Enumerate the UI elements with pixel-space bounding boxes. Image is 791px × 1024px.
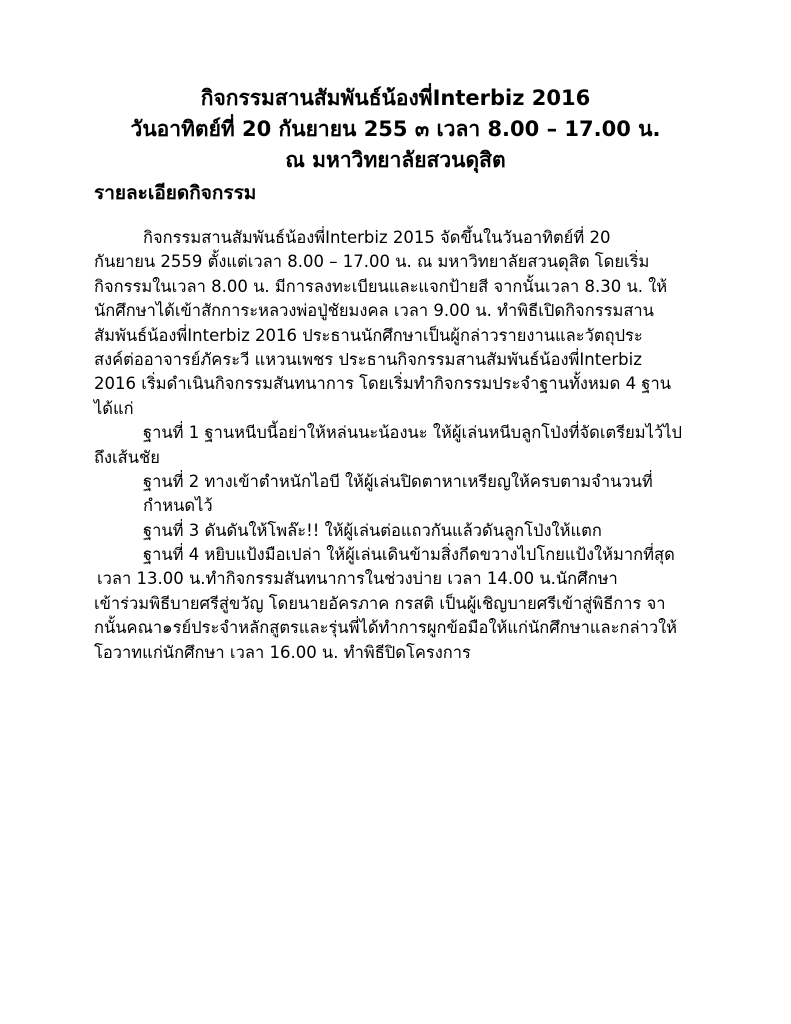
body-line: ฐานที่ 2 ทางเข้าตำหนักไอบี ให้ผู้เล่นปิดตาหาเหรียญให้ครบตามจำนวนที่ bbox=[143, 471, 653, 491]
body-line: เข้าร่วมพิธีบายศรีสู่ขวัญ โดยนายอัครภาค กรสติ เป็นผู้เชิญบายศรีเข้าสู่พิธีการ จา bbox=[94, 593, 666, 613]
body-line: ฐานที่ 4 หยิบแป้งมือเปล่า ให้ผู้เล่นเดินข้ามสิ่งกีดขวางไปโกยแป้งให้มากที่สุด bbox=[143, 545, 675, 565]
body-line: ฐานที่ 1 ฐานหนีบนี้อย่าให้หล่นนะน้องนะ ให้ผู้เล่นหนีบลูกโป่งที่จัดเตรียมไว้ไป bbox=[143, 423, 682, 443]
body-line: กันยายน 2559 ตั้งแต่เวลา 8.00 – 17.00 น. ณ มหาวิทยาลัยสวนดุสิต โดยเริ่ม bbox=[94, 252, 650, 272]
body-line: ถึงเส้นชัย bbox=[94, 447, 160, 467]
document-title bbox=[0, 83, 791, 176]
title-line-2: วันอาทิตย์ที่ 20 กันยายน 255 ๓ เวลา 8.00 – 17.00 น. bbox=[130, 117, 661, 141]
body-line: สงค์ต่ออาจารย์ภัคระวี แหวนเพชร ประธานกิจกรรมสานสัมพันธ์น้องพี่Interbiz bbox=[94, 349, 642, 369]
body-line: กิจกรรมสานสัมพันธ์น้องพี่Interbiz 2015 จัดขึ้นในวันอาทิตย์ที่ 20 bbox=[143, 228, 611, 247]
body-line: นักศึกษาได้เข้าสักการะหลวงพ่อปู่ชัยมงคล เวลา 9.00 น. ทำพิธีเปิดกิจกรรมสาน bbox=[94, 301, 654, 321]
body-line: 2016 เริ่มดำเนินกิจกรรมสันทนาการ โดยเริ่มทำกิจกรรมประจำฐานทั้งหมด 4 ฐาน bbox=[94, 374, 672, 394]
body-line: โอวาทแก่นักศึกษา เวลา 16.00 น. ทำพิธีปิดโครงการ bbox=[94, 642, 471, 662]
body-line: สัมพันธ์น้องพี่Interbiz 2016 ประธานนักศึกษาเป็นผู้กล่าวรายงานและวัตถุประ bbox=[94, 325, 643, 345]
title-line-3: ณ มหาวิทยาลัยสวนดุสิต bbox=[285, 148, 506, 172]
body-line: ฐานที่ 3 ดันดันให้โพล๊ะ!! ให้ผู้เล่นต่อแถวกันแล้วดันลูกโป่งให้แตก bbox=[143, 520, 602, 540]
body-text bbox=[94, 226, 734, 665]
body-line: กำหนดไว้ bbox=[143, 496, 213, 516]
body-line: ได้แก่ bbox=[94, 398, 134, 418]
body-line: เวลา 13.00 น.ทำกิจกรรมสันทนาการในช่วงบ่าย เวลา 14.00 น.นักศึกษา bbox=[97, 569, 618, 589]
title-line-1: กิจกรรมสานสัมพันธ์น้องพี่Interbiz 2016 bbox=[200, 86, 591, 110]
section-heading: รายละเอียดกิจกรรม bbox=[94, 182, 257, 204]
body-line: กนั้นคณา๑รย์ประจำหลักสูตรและรุ่นพี่ได้ทำการผูกข้อมือให้แก่นักศึกษาและกล่าวให้ bbox=[94, 618, 678, 638]
body-line: กิจกรรมในเวลา 8.00 น. มีการลงทะเบียนและแจกป้ายสี จากนั้นเวลา 8.30 น. ให้ bbox=[94, 276, 668, 296]
